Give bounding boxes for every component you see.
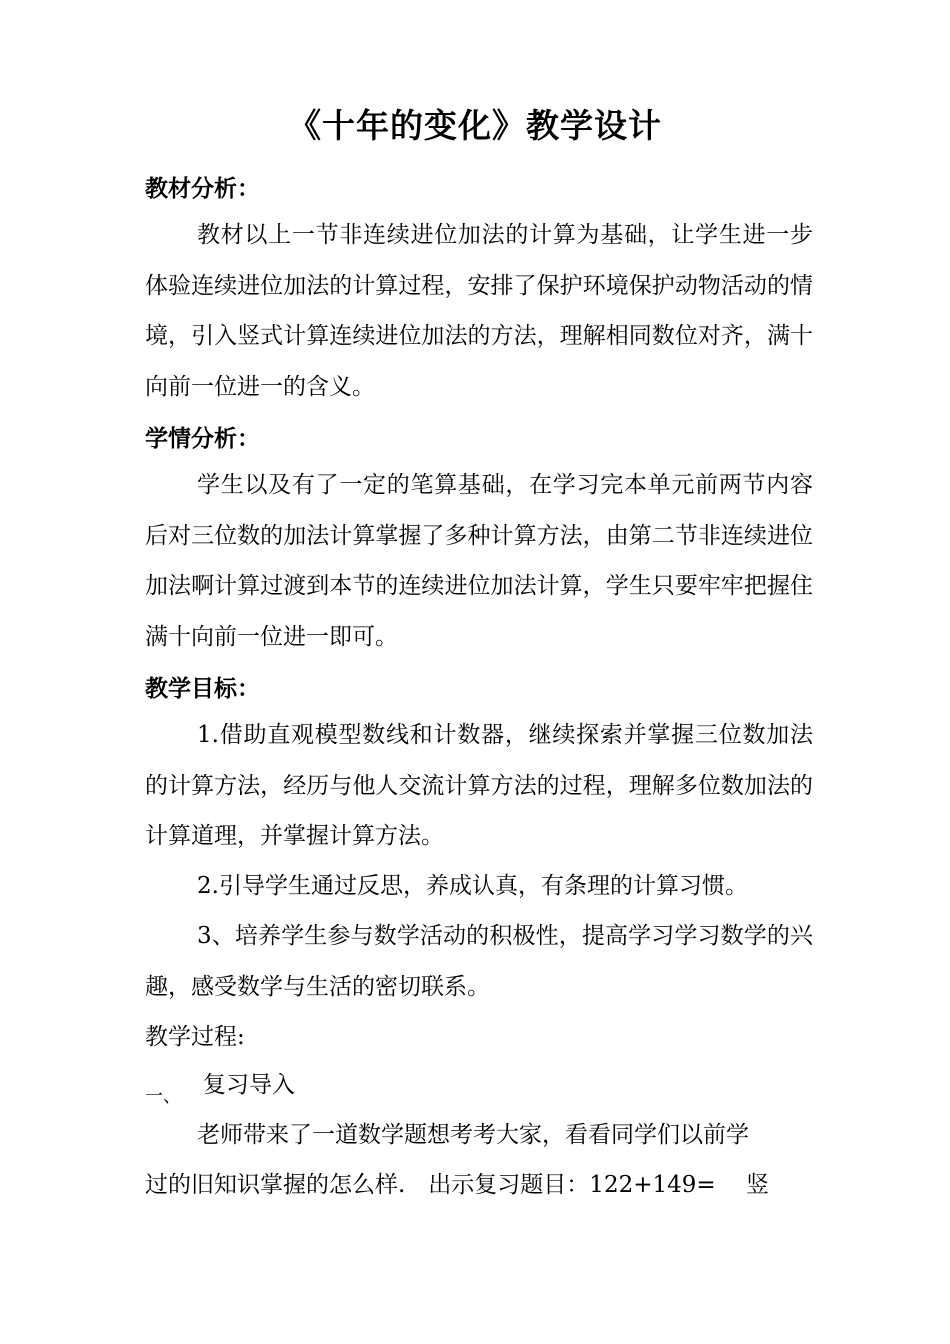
material-analysis-heading: 教材分析： (145, 176, 260, 202)
step-text-line-2: 过的旧知识掌握的怎么样. 出示复习题目：122+149= 竖 (145, 1172, 769, 1198)
teaching-process-heading: 教学过程: (145, 1024, 245, 1050)
teaching-goal-item-1: 1.借助直观模型数线和计数器，继续探索并掌握三位数加法的计算方法，经历与他人交流计算方法的过程，理解多位数加法的计算道理，并掌握计算方法。 (145, 722, 813, 849)
step-text-line-1: 老师带来了一道数学题想考考大家，看看同学们以前学 (197, 1122, 749, 1148)
page-title: 《十年的变化》教学设计 (288, 106, 662, 145)
step-marker: 一、 (145, 1086, 181, 1107)
teaching-goal-item-2: 2.引导学生通过反思，养成认真，有条理的计算习惯。 (197, 873, 748, 899)
teaching-goal-item-3: 3、培养学生参与数学活动的积极性，提高学习学习数学的兴趣，感受数学与生活的密切联系。 (145, 923, 813, 1000)
student-analysis-text: 学生以及有了一定的笔算基础，在学习完本单元前两节内容后对三位数的加法计算掌握了多种计算方法，由第二节非连续进位加法啊计算过渡到本节的连续进位加法计算，学生只要牢牢把握住满十向前一位进一即可。 (145, 472, 813, 650)
material-analysis-text: 教材以上一节非连续进位加法的计算为基础，让学生进一步体验连续进位加法的计算过程，安排了保护环境保护动物活动的情境，引入竖式计算连续进位加法的方法，理解相同数位对齐，满十向前一位进一的含义。 (145, 222, 813, 400)
student-analysis-heading: 学情分析： (145, 426, 260, 452)
teaching-goals-heading: 教学目标： (145, 676, 260, 702)
step-label: 复习导入 (203, 1072, 295, 1098)
